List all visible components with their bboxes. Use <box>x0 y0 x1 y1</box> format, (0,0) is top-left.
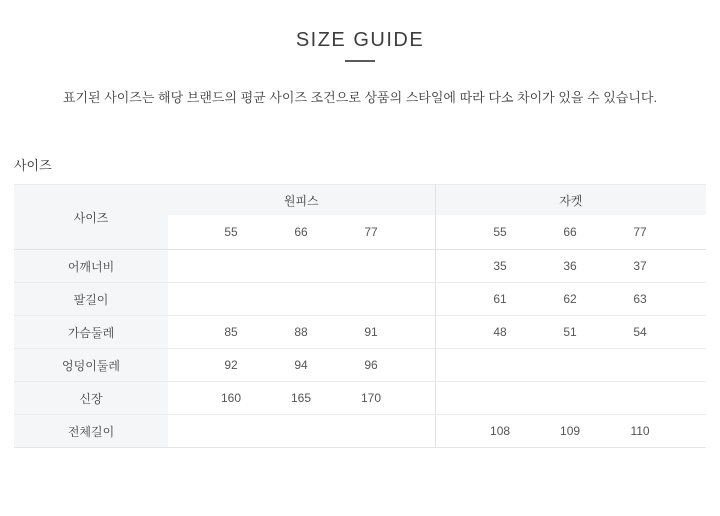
table-row-arm-length <box>14 283 706 316</box>
table-row-hip <box>14 349 706 382</box>
size-cell: 92 <box>196 349 266 382</box>
page-title: SIZE GUIDE <box>295 29 425 51</box>
size-cell: 91 <box>336 316 406 349</box>
table-row-height <box>14 382 706 415</box>
spacer-cell <box>168 215 196 250</box>
spacer-cell <box>168 283 196 316</box>
spacer-cell <box>435 250 465 283</box>
spacer-cell <box>435 349 465 382</box>
size-guide-description: 표기된 사이즈는 해당 브랜드의 평균 사이즈 조건으로 상품의 스타일에 따라 다소 차이가 있을 수 있습니다. <box>62 90 658 105</box>
size-cell: 85 <box>196 316 266 349</box>
spacer-cell <box>435 382 465 415</box>
spacer-cell <box>675 382 706 415</box>
group-header-onepiece: 원피스 <box>168 185 435 215</box>
spacer-cell <box>168 316 196 349</box>
size-cell: 88 <box>266 316 336 349</box>
spacer-cell <box>168 250 196 283</box>
spacer-cell <box>675 316 706 349</box>
spacer-cell <box>406 415 435 448</box>
table-group-header-row <box>14 185 706 215</box>
size-cell <box>196 250 266 283</box>
size-cell: 160 <box>196 382 266 415</box>
spacer-cell <box>675 415 706 448</box>
size-cell: 109 <box>535 415 605 448</box>
size-cell: 37 <box>605 250 675 283</box>
size-cell <box>605 349 675 382</box>
size-header-onepiece-55: 55 <box>196 215 266 250</box>
size-cell <box>266 283 336 316</box>
size-header-jacket-55: 55 <box>465 215 535 250</box>
table-row-chest <box>14 316 706 349</box>
corner-header-size: 사이즈 <box>14 185 168 250</box>
size-cell: 63 <box>605 283 675 316</box>
spacer-cell <box>675 283 706 316</box>
size-cell: 35 <box>465 250 535 283</box>
size-cell <box>465 349 535 382</box>
size-cell <box>336 283 406 316</box>
title-underline <box>345 60 375 62</box>
size-cell <box>535 349 605 382</box>
table-row-total-length <box>14 415 706 448</box>
size-cell <box>535 382 605 415</box>
size-cell <box>196 283 266 316</box>
size-cell <box>266 250 336 283</box>
size-cell: 96 <box>336 349 406 382</box>
spacer-cell <box>168 382 196 415</box>
spacer-cell <box>675 215 706 250</box>
size-cell: 62 <box>535 283 605 316</box>
size-cell: 94 <box>266 349 336 382</box>
spacer-cell <box>406 215 435 250</box>
spacer-cell <box>406 316 435 349</box>
spacer-cell <box>406 250 435 283</box>
spacer-cell <box>435 415 465 448</box>
size-cell: 165 <box>266 382 336 415</box>
section-label-size: 사이즈 <box>14 158 52 174</box>
table-row-shoulder <box>14 250 706 283</box>
spacer-cell <box>435 283 465 316</box>
size-cell: 36 <box>535 250 605 283</box>
spacer-cell <box>406 382 435 415</box>
size-header-jacket-77: 77 <box>605 215 675 250</box>
size-table <box>14 184 706 448</box>
row-label: 신장 <box>14 382 168 415</box>
size-cell <box>605 382 675 415</box>
spacer-cell <box>435 316 465 349</box>
size-cell <box>336 250 406 283</box>
row-label: 가슴둘레 <box>14 316 168 349</box>
size-cell <box>336 415 406 448</box>
size-header-jacket-66: 66 <box>535 215 605 250</box>
spacer-cell <box>406 349 435 382</box>
spacer-cell <box>435 215 465 250</box>
size-cell: 110 <box>605 415 675 448</box>
size-cell: 51 <box>535 316 605 349</box>
group-header-jacket: 자켓 <box>435 185 706 215</box>
row-label: 엉덩이둘레 <box>14 349 168 382</box>
size-cell <box>465 382 535 415</box>
size-header-onepiece-77: 77 <box>336 215 406 250</box>
spacer-cell <box>406 283 435 316</box>
row-label: 어깨너비 <box>14 250 168 283</box>
size-cell: 108 <box>465 415 535 448</box>
size-cell: 170 <box>336 382 406 415</box>
size-cell <box>196 415 266 448</box>
size-header-onepiece-66: 66 <box>266 215 336 250</box>
spacer-cell <box>675 250 706 283</box>
size-cell <box>266 415 336 448</box>
row-label: 팔길이 <box>14 283 168 316</box>
size-cell: 48 <box>465 316 535 349</box>
spacer-cell <box>168 415 196 448</box>
row-label: 전체길이 <box>14 415 168 448</box>
spacer-cell <box>675 349 706 382</box>
spacer-cell <box>168 349 196 382</box>
size-cell: 61 <box>465 283 535 316</box>
size-cell: 54 <box>605 316 675 349</box>
